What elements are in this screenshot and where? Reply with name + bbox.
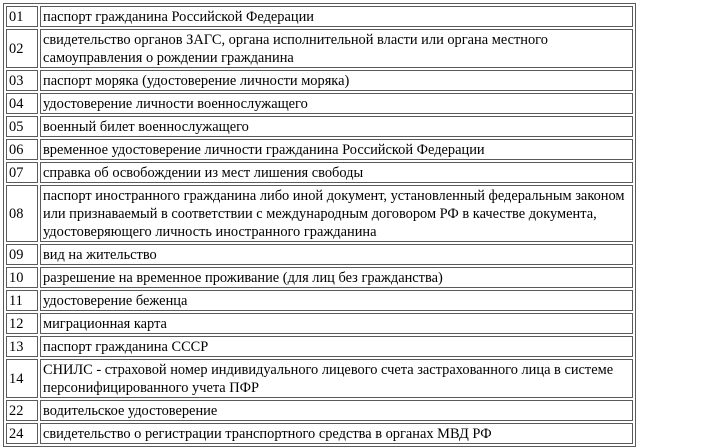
document-code-cell: 13	[6, 336, 38, 357]
document-codes-table	[3, 3, 636, 447]
table-row	[6, 290, 633, 311]
table-row	[6, 162, 633, 183]
document-code-cell: 09	[6, 244, 38, 265]
table-row	[6, 139, 633, 160]
table-row	[6, 359, 633, 398]
document-name-cell: вид на жительство	[40, 244, 633, 265]
document-codes-table-body	[6, 6, 633, 444]
document-code-cell: 14	[6, 359, 38, 398]
document-name-cell: временное удостоверение личности гражданина Российской Федерации	[40, 139, 633, 160]
document-code-cell: 03	[6, 70, 38, 91]
document-name-cell: справка об освобождении из мест лишения свободы	[40, 162, 633, 183]
table-row	[6, 267, 633, 288]
document-code-cell: 10	[6, 267, 38, 288]
document-code-cell: 12	[6, 313, 38, 334]
document-code-cell: 01	[6, 6, 38, 27]
document-code-cell: 06	[6, 139, 38, 160]
document-name-cell: миграционная карта	[40, 313, 633, 334]
document-code-cell: 22	[6, 400, 38, 421]
document-name-cell: разрешение на временное проживание (для лиц без гражданства)	[40, 267, 633, 288]
table-row	[6, 185, 633, 242]
document-name-cell: паспорт гражданина СССР	[40, 336, 633, 357]
document-name-cell: свидетельство органов ЗАГС, органа исполнительной власти или органа местного самоуправления о рождении гражданина	[40, 29, 633, 68]
table-row	[6, 70, 633, 91]
document-name-cell: свидетельство о регистрации транспортного средства в органах МВД РФ	[40, 423, 633, 444]
document-code-cell: 24	[6, 423, 38, 444]
table-row	[6, 244, 633, 265]
table-row	[6, 6, 633, 27]
table-row	[6, 29, 633, 68]
table-row	[6, 313, 633, 334]
document-code-cell: 07	[6, 162, 38, 183]
document-name-cell: паспорт гражданина Российской Федерации	[40, 6, 633, 27]
document-code-cell: 11	[6, 290, 38, 311]
document-name-cell: паспорт моряка (удостоверение личности моряка)	[40, 70, 633, 91]
document-code-cell: 05	[6, 116, 38, 137]
document-code-cell: 04	[6, 93, 38, 114]
table-row	[6, 400, 633, 421]
document-code-cell: 02	[6, 29, 38, 68]
table-row	[6, 93, 633, 114]
document-name-cell: удостоверение личности военнослужащего	[40, 93, 633, 114]
table-row	[6, 336, 633, 357]
document-name-cell: удостоверение беженца	[40, 290, 633, 311]
table-row	[6, 116, 633, 137]
document-name-cell: паспорт иностранного гражданина либо иной документ, установленный федеральным законом или признаваемый в соответствии с международным договором РФ в качестве документа, удостоверяющего личность иностранного гражданина	[40, 185, 633, 242]
document-name-cell: военный билет военнослужащего	[40, 116, 633, 137]
table-row	[6, 423, 633, 444]
document-code-cell: 08	[6, 185, 38, 242]
document-name-cell: СНИЛС - страховой номер индивидуального лицевого счета застрахованного лица в системе персонифицированного учета ПФР	[40, 359, 633, 398]
document-name-cell: водительское удостоверение	[40, 400, 633, 421]
